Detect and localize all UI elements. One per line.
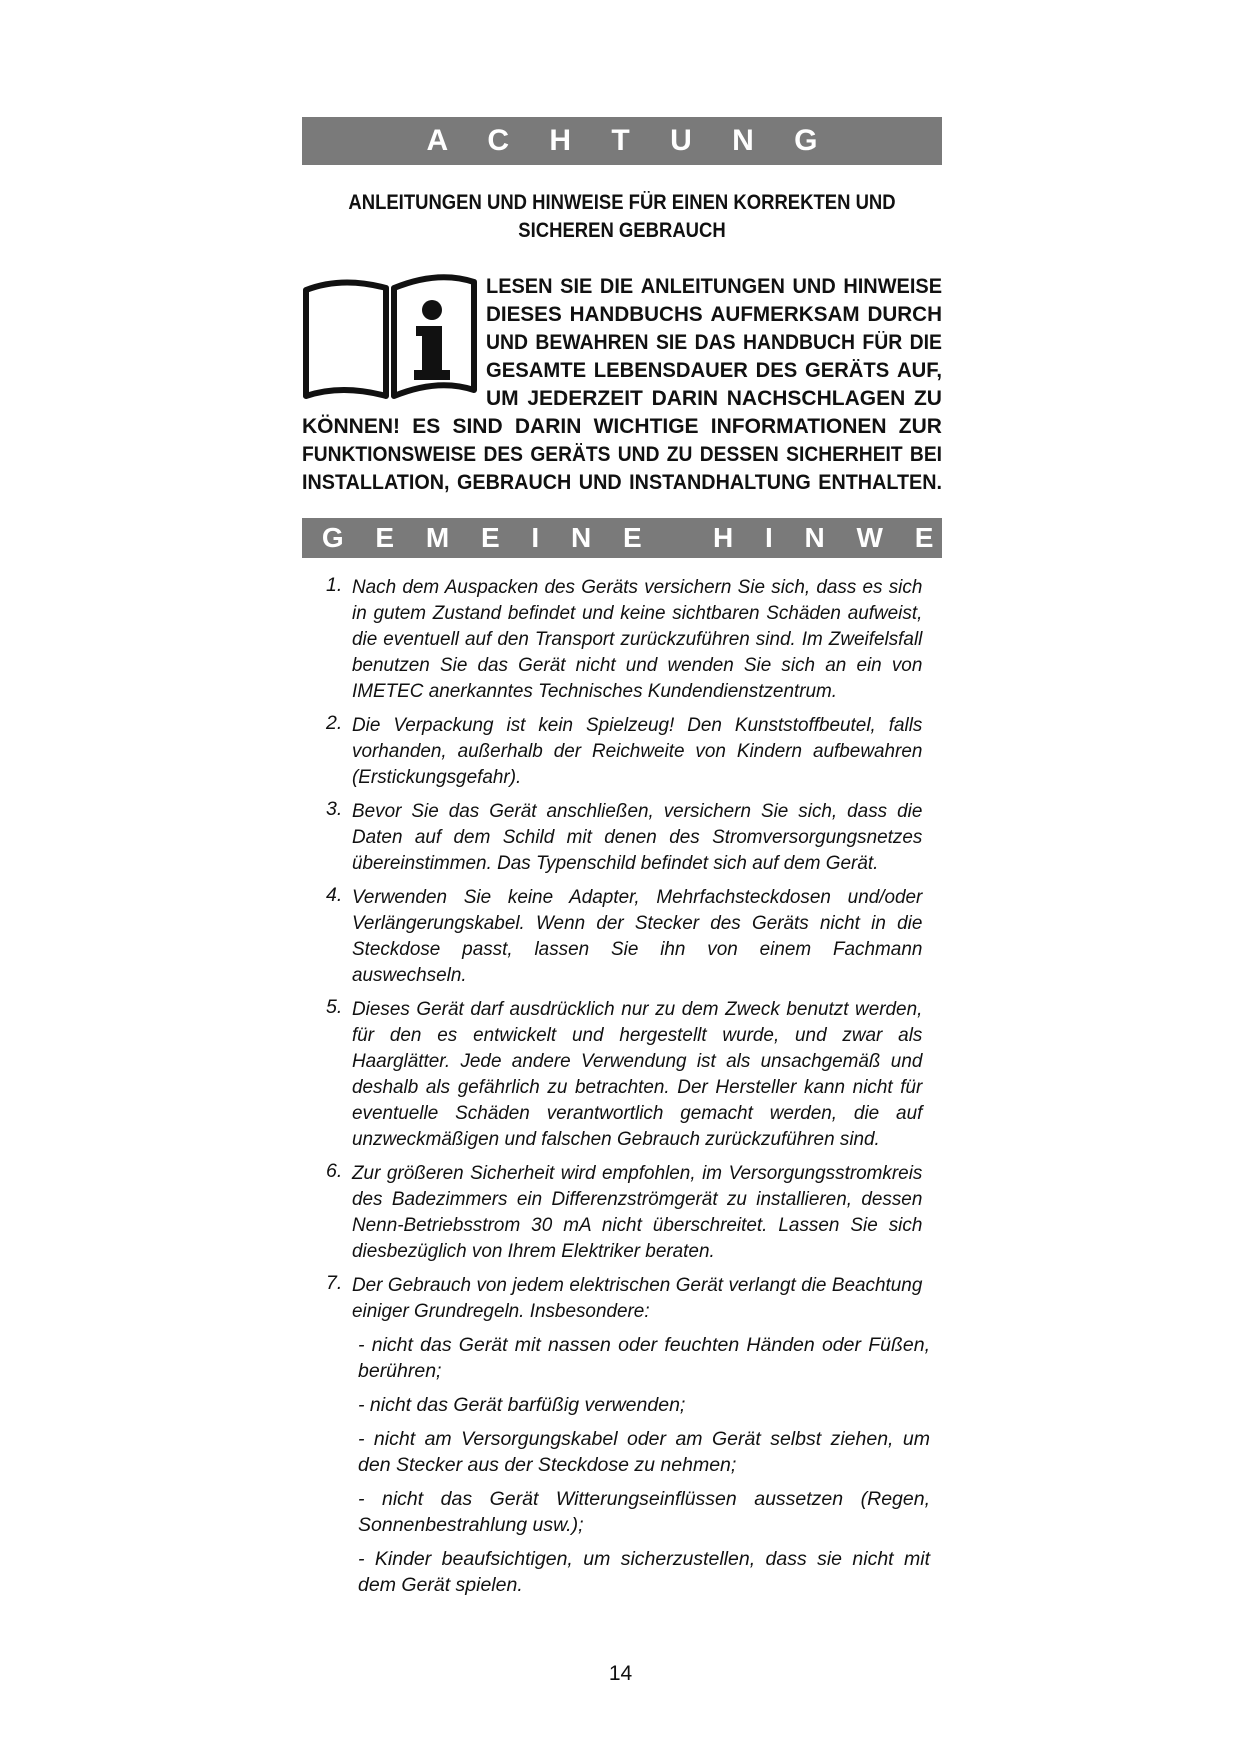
list-item: 5. Dieses Gerät darf ausdrücklich nur zu dem Zweck benutzt werden, für den es entwickelt und hergestellt wurde, und zwar als Haarglätter. Jede andere Verwendung ist als unsachgemäß und deshalb als gefährlich zu betrachten. Der Hersteller kann nicht für eventuelle Schäden verantwortlich gemacht werden, die auf unzweckmäßigen und falschen Gebrauch zurückzuführen sind.	[326, 996, 923, 1150]
info-book-icon	[302, 272, 478, 402]
intro-line: INSTALLATION, GEBRAUCH UND INSTANDHALTUNG ENTHALTEN.	[302, 471, 942, 494]
list-item: 3. Bevor Sie das Gerät anschließen, versichern Sie sich, dass die Daten auf dem Schild mit denen des Stromversorgungsnetzes übereinstimmen. Das Typenschild befindet sich auf dem Gerät.	[326, 798, 923, 874]
subtitle: ANLEITUNGEN UND HINWEISE FÜR EINEN KORREKTEN UND SICHEREN GEBRAUCH	[348, 191, 896, 242]
intro-line: LESEN SIE DIE ANLEITUNGEN UND HINWEISE	[486, 275, 942, 298]
notes-list	[326, 574, 940, 1606]
warning-banner: A C H T U N G	[302, 117, 942, 165]
intro-line: UND BEWAHREN SIE DAS HANDBUCH FÜR DIE	[486, 331, 942, 354]
intro-line: FUNKTIONSWEISE DES GERÄTS UND ZU DESSEN SICHERHEIT BEI	[302, 443, 942, 466]
intro-line: DIESES HANDBUCHS AUFMERKSAM DURCH	[486, 303, 942, 326]
intro-line: KÖNNEN! ES SIND DARIN WICHTIGE INFORMATIONEN ZUR	[302, 415, 942, 438]
sub-item: - nicht am Versorgungskabel oder am Gerät selbst ziehen, um den Stecker aus der Steckdose zu nehmen;	[358, 1428, 930, 1476]
intro-line: UM JEDERZEIT DARIN NACHSCHLAGEN ZU	[486, 387, 942, 410]
list-item: 6. Zur größeren Sicherheit wird empfohlen, im Versorgungsstromkreis des Badezimmers ein Differenzströmgerät zu installieren, dessen Nenn-Betriebsstrom 30 mA nicht überschreitet. Lassen Sie sich diesbezüglich von Ihrem Elektriker beraten.	[326, 1160, 923, 1262]
intro-line: GESAMTE LEBENSDAUER DES GERÄTS AUF,	[486, 359, 942, 382]
list-item: 7. Der Gebrauch von jedem elektrischen Gerät verlangt die Beachtung einiger Grundregeln. Insbesondere:	[326, 1272, 923, 1322]
list-item: 1. Nach dem Auspacken des Geräts versichern Sie sich, dass es sich in gutem Zustand befindet und keine sichtbaren Schäden aufweist, die eventuell auf den Transport zurückzuführen sind. Im Zweifelsfall benutzen Sie das Gerät nicht und wenden Sie sich an ein von IMETEC anerkanntes Technisches Kundendienstzentrum.	[326, 574, 923, 702]
sub-item: - Kinder beaufsichtigen, um sicherzustellen, dass sie nicht mit dem Gerät spielen.	[358, 1548, 930, 1596]
list-item: 4. Verwenden Sie keine Adapter, Mehrfachsteckdosen und/oder Verlängerungskabel. Wenn der Stecker des Geräts nicht in die Steckdose passt, lassen Sie ihn von einem Fachmann auswechseln.	[326, 884, 923, 986]
sub-item: - nicht das Gerät Witterungseinflüssen aussetzen (Regen, Sonnenbestrahlung usw.);	[358, 1488, 930, 1536]
sub-item: - nicht das Gerät barfüßig verwenden;	[358, 1394, 686, 1416]
sub-item: - nicht das Gerät mit nassen oder feuchten Händen oder Füßen, berühren;	[358, 1334, 930, 1382]
list-item: 2. Die Verpackung ist kein Spielzeug! Den Kunststoffbeutel, falls vorhanden, außerhalb der Reichweite von Kindern aufbewahren (Erstickungsgefahr).	[326, 712, 923, 788]
page-number: 14	[608, 1662, 633, 1685]
general-notes-banner: A L L G E M E I N E H I N W E I S E	[302, 518, 942, 558]
